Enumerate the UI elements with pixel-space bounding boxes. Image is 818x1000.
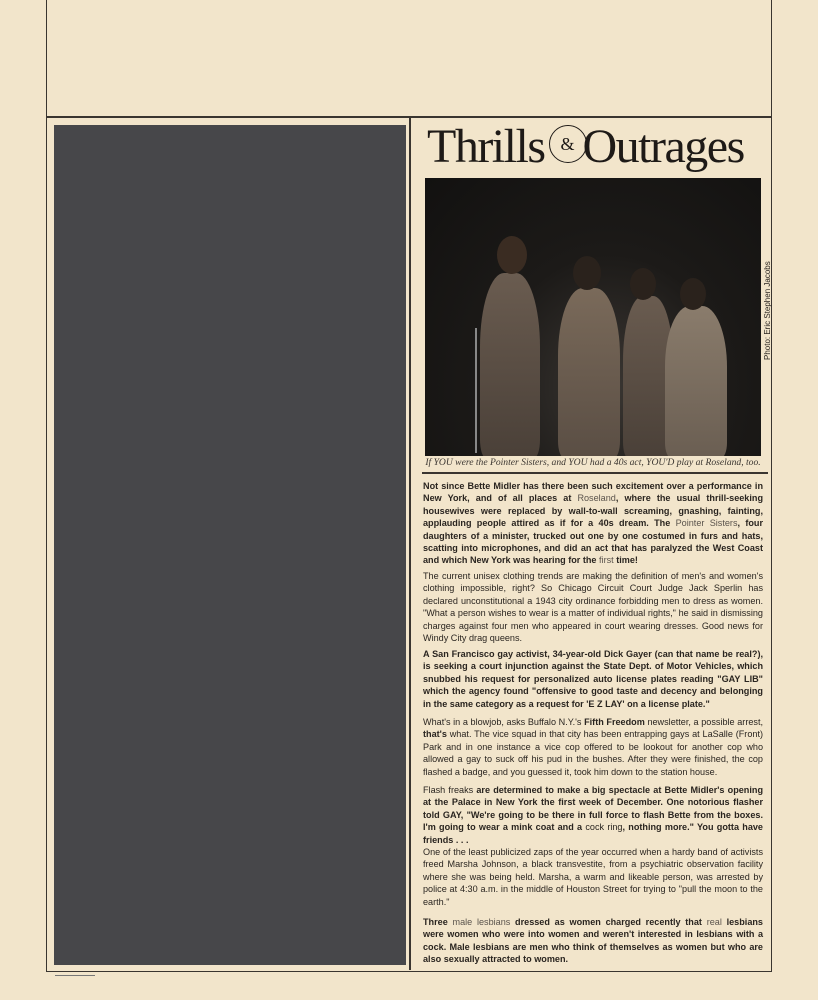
caption-rule xyxy=(422,472,768,474)
text-segment: Not since Bette Midler has there been such excitement over a performance in New York, and of all places at xyxy=(423,481,763,504)
text-segment: Fifth Freedom xyxy=(584,717,645,727)
text-segment: , four daughters of a minister, trucked out one by one costumed in furs and hats, scatting into microphones, and did an act that has paralyzed the West Coast and which New York was hearing for the xyxy=(423,518,764,566)
text-segment: what. The vice squad in that city has been entrapping gays at LaSalle (Front) Park and in one instance a vice cop offered to be lookout for another cop who allowed a gay to suck off his pud in the bushes. After they were finished, the cop flashed a badge, and you guessed it, took him down to the station house. xyxy=(423,729,763,777)
text-segment: The current unisex clothing trends are making the definition of men's and women's clothing impossible, right? So Chicago Circuit Court Judge Jack Sperlin has declared unconstitutional a 1943 city ordinance forbidding men to dress as women. "What a person wishes to wear is a matter of individual rights," he said in dismissing charges against four men who appeared in court wearing dresses. Good news for Windy City drag queens. xyxy=(423,571,763,644)
photo-credit: Photo: Eric Stephen Jacobs xyxy=(763,261,772,360)
text-segment: first xyxy=(599,555,614,566)
text-segment: Pointer Sisters xyxy=(675,518,738,529)
text-segment: One of the least publicized zaps of the year occurred when a hardy band of activists freed Marsha Johnson, a black transvestite, from a psychiatric observation facility where she was being held. Marsha, a warm and likeable person, was arrested by police at 4:30 a.m. in the middle of Houston Street for trying to "pull the moon to the earth." xyxy=(423,847,763,907)
photo-caption: If YOU were the Pointer Sisters, and YOU had a 40s act, YOU'D play at Roseland, too. xyxy=(425,457,761,468)
top-empty-panel xyxy=(46,0,772,117)
article-license-plates xyxy=(423,648,763,710)
text-segment: dressed as women charged recently that xyxy=(510,917,707,927)
text-segment: that's xyxy=(423,729,447,740)
text-segment: Flash freaks xyxy=(423,785,474,795)
text-segment: A San Francisco gay activist, 34-year-old Dick Gayer (can that name be real?), is seeking a court injunction against the State Dept. of Motor Vehicles, which snubbed his request for personalized auto license plates reading "GAY LIB" which the agency found "offensive to good taste and decency and belonging in the same category as a request for 'E Z LAY' on a license plate." xyxy=(423,649,763,709)
text-segment: cock ring xyxy=(585,822,623,833)
article-flash-freaks xyxy=(423,784,763,846)
article-pointer-sisters xyxy=(423,480,763,567)
text-segment: , where the usual thrill-seeking housewives were replaced by wall-to-wall screaming, gnashing, fainting, applauding people attired as if for a 40s dream. The xyxy=(423,493,763,529)
text-segment: What's in a blowjob, asks Buffalo N.Y.'s xyxy=(423,717,585,727)
column-divider xyxy=(409,117,411,970)
text-segment: male lesbians xyxy=(447,917,511,927)
article-marsha-johnson xyxy=(423,846,763,908)
text-segment: newsletter, a possible arrest, xyxy=(644,717,763,727)
redacted-left-column xyxy=(54,125,406,965)
pointer-sisters-photo xyxy=(425,178,761,456)
ampersand-circle: & xyxy=(549,125,587,163)
text-segment: are determined to make a big spectacle at Bette Midler's opening at the Palace in New York the first week of December. One notorious flasher told GAY, "We're going to be there in full force to flash Bette from the boxes. I'm going to wear a mink coat and a xyxy=(423,785,763,833)
article-male-lesbians xyxy=(423,916,763,966)
title-outrages: Outrages xyxy=(582,119,744,173)
article-unisex-clothing xyxy=(423,570,763,644)
text-segment: , nothing more." You gotta have friends . . . xyxy=(423,822,763,845)
text-segment: time! xyxy=(613,555,638,566)
page-title xyxy=(427,118,757,174)
article-buffalo-vice xyxy=(423,716,763,778)
text-segment: Roseland xyxy=(577,493,616,504)
text-segment: Three xyxy=(423,917,448,927)
text-segment: lesbians were women who were into women and weren't interested in lesbians with a cock. Male lesbians are men who think of themselves as women but who are also sexually attracted to women. xyxy=(423,917,763,965)
title-thrills: Thrills xyxy=(427,119,545,173)
footer-mark xyxy=(55,975,95,976)
text-segment: real xyxy=(706,917,722,927)
